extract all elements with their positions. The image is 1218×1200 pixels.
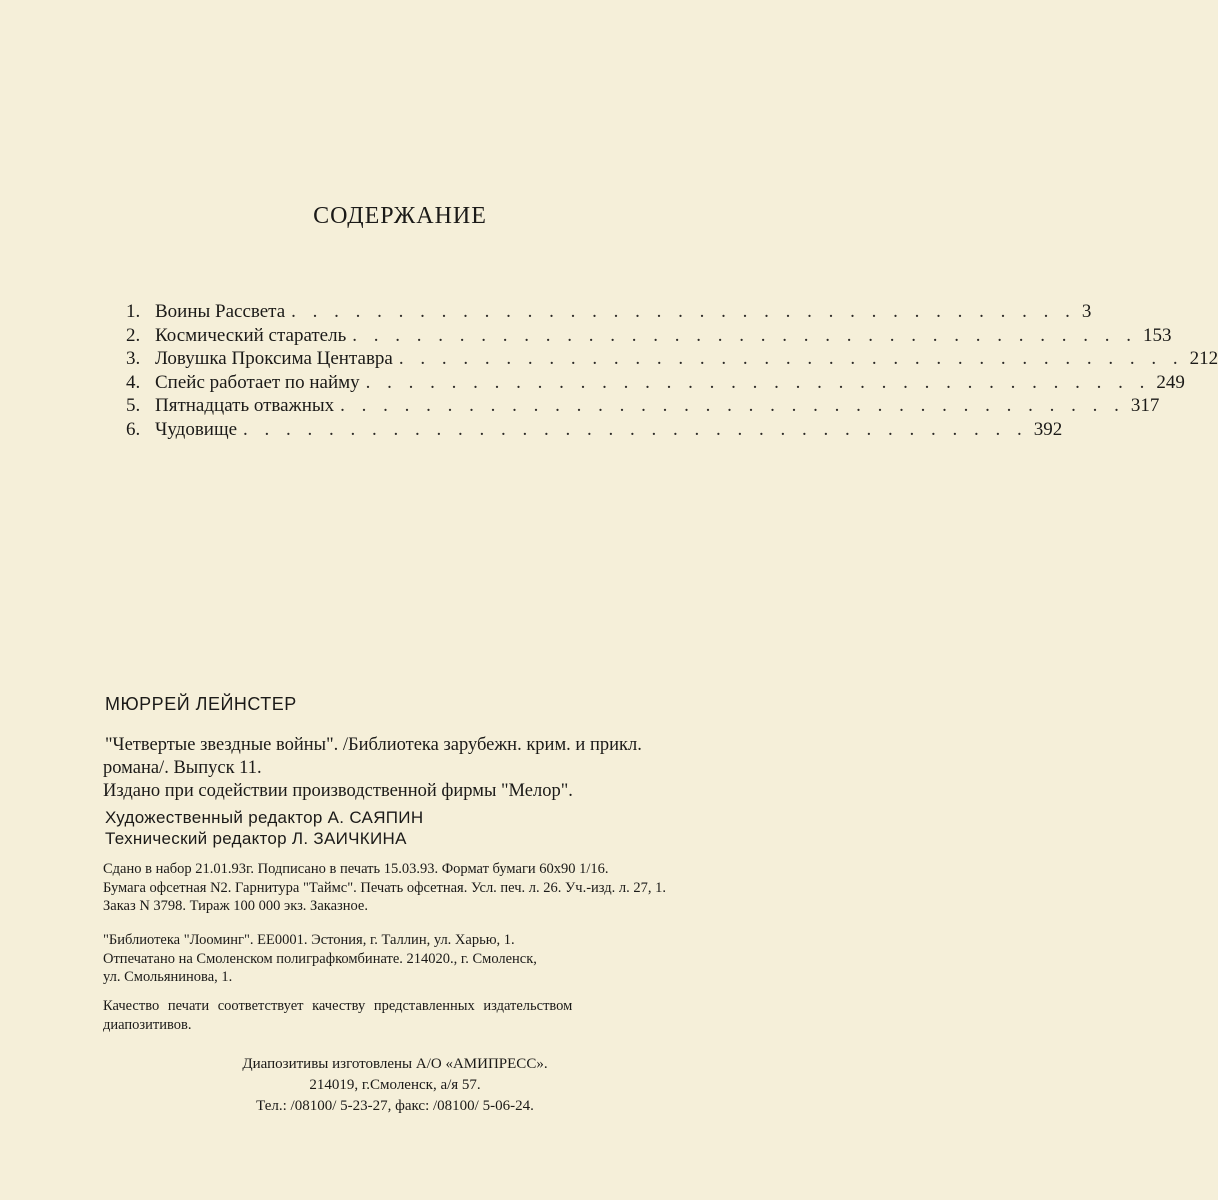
toc-item-title: Воины Рассвета	[155, 301, 286, 322]
toc-item-title: Спейс работает по найму	[155, 371, 360, 393]
quality-note	[103, 997, 733, 1034]
toc-item-page: 212	[1189, 348, 1218, 369]
toc-item-number: 5.	[126, 395, 141, 416]
table-of-contents	[126, 300, 1218, 441]
toc-item	[126, 300, 1092, 324]
toc-item-page: 392	[1033, 418, 1063, 440]
toc-leader-dots: . . . . . . . . . . . . . . . . . . . . . . . . . . . . . . . . . . . . .	[340, 395, 1125, 416]
author-name: МЮРРЕЙ ЛЕЙНСТЕР	[105, 694, 297, 714]
slides-credit-block	[195, 1054, 595, 1117]
toc-item	[126, 418, 1063, 442]
print-info-line: Заказ N 3798. Тираж 100 000 экз. Заказное.	[103, 898, 368, 914]
publisher-line: Издано при содействии производственной фирмы "Мелор".	[103, 781, 573, 801]
tech-editor: Технический редактор Л. ЗАИЧКИНА	[105, 829, 407, 848]
toc-item-page: 317	[1130, 395, 1160, 416]
print-info-line: Сдано в набор 21.01.93г. Подписано в печать 15.03.93. Формат бумаги 60х90 1/16.	[103, 861, 609, 877]
print-info-block	[103, 860, 733, 916]
art-editor: Художественный редактор А. САЯПИН	[105, 808, 424, 827]
toc-leader-dots: . . . . . . . . . . . . . . . . . . . . . . . . . . . . . . . . . . . . .	[291, 301, 1076, 322]
toc-item-title: Чудовище	[155, 418, 238, 440]
toc-item-title: Космический старатель	[155, 324, 347, 346]
toc-item	[126, 371, 1185, 395]
toc-item-number: 6.	[126, 418, 141, 440]
toc-item-number: 4.	[126, 371, 141, 393]
book-title-block	[103, 734, 733, 803]
book-title-line: романа/. Выпуск 11.	[103, 758, 262, 778]
toc-item-title: Ловушка Проксима Центавра	[155, 348, 393, 369]
toc-item	[126, 324, 1172, 348]
toc-leader-dots: . . . . . . . . . . . . . . . . . . . . . . . . . . . . . . . . . . . . .	[398, 348, 1184, 369]
book-title-line: "Четвертые звездные войны". /Библиотека зарубежн. крим. и прикл.	[105, 735, 642, 755]
toc-title: СОДЕРЖАНИЕ	[313, 203, 487, 229]
toc-item-title: Пятнадцать отважных	[155, 395, 335, 416]
toc-item-number: 1.	[126, 301, 141, 322]
slides-credit-line: 214019, г.Смоленск, а/я 57.	[309, 1077, 481, 1093]
library-info-line: ул. Смольянинова, 1.	[103, 969, 233, 985]
slides-credit-line: Тел.: /08100/ 5-23-27, факс: /08100/ 5-06-24.	[256, 1098, 534, 1114]
library-info-line: Отпечатано на Смоленском полиграфкомбинате. 214020., г. Смоленск,	[103, 950, 537, 967]
toc-leader-dots: . . . . . . . . . . . . . . . . . . . . . . . . . . . . . . . . . . . . .	[243, 418, 1028, 440]
slides-credit-line: Диапозитивы изготовлены А/О «АМИПРЕСС».	[242, 1056, 548, 1072]
library-info-line: "Библиотека "Лооминг". ЕЕ0001. Эстония, г. Таллин, ул. Харью, 1.	[103, 932, 515, 948]
editors-block	[105, 807, 423, 849]
quality-note-line: Качество печати соответствует качеству представленных издательством	[103, 998, 573, 1014]
toc-leader-dots: . . . . . . . . . . . . . . . . . . . . . . . . . . . . . . . . . . . . .	[352, 324, 1138, 346]
toc-item	[126, 394, 1160, 418]
toc-item-page: 3	[1081, 301, 1092, 322]
toc-item-number: 3.	[126, 348, 141, 369]
toc-item-page: 249	[1156, 371, 1185, 393]
toc-item-page: 153	[1143, 324, 1172, 346]
toc-item-number: 2.	[126, 324, 141, 346]
library-info-block	[103, 931, 733, 987]
toc-leader-dots: . . . . . . . . . . . . . . . . . . . . . . . . . . . . . . . . . . . . .	[365, 371, 1151, 393]
print-info-line: Бумага офсетная N2. Гарнитура "Таймс". Печать офсетная. Усл. печ. л. 26. Уч.-изд. л. 27, 1.	[103, 879, 667, 896]
toc-item	[126, 347, 1218, 371]
quality-note-line: диапозитивов.	[103, 1016, 192, 1033]
